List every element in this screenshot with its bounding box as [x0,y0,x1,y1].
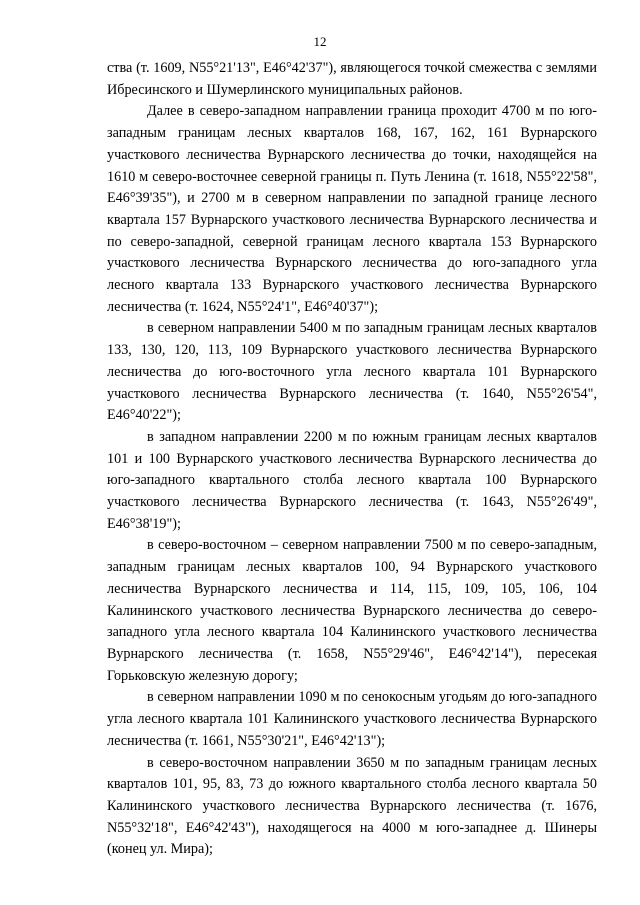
paragraph-boundary-west-2200: в западном направлении 2200 м по южным границам лесных кварталов 101 и 100 Вурнарского участкового лесничества Вурнарского лесничества до юго-западного квартального столба лесного квартала 100 Вурнарского участкового лесничества Вурнарского лесничества (т. 1643, N55°26'49", E46°38'19"); [107,428,597,532]
page-number: 12 [313,34,327,49]
document-body [107,58,597,861]
paragraph-boundary-northeast-3650: в северо-восточном направлении 3650 м по западным границам лесных кварталов 101, 95, 83, 73 до южного квартального столба лесного квартала 50 Калининского участкового лесничества Вурнарского лесничества (т. 1676, N55°32'18", E46°42'43"), находящегося на 4000 м юго-западнее д. Шинеры (конец ул. Мира); [107,754,597,858]
paragraph-continuation: ства (т. 1609, N55°21'13", E46°42'37"), являющегося точкой смежества с землями Ибресинского и Шумерлинского муниципальных районов. [107,60,597,98]
paragraph-boundary-northwest: Далее в северо-западном направлении граница проходит 4700 м по юго-западным границам лесных кварталов 168, 167, 162, 161 Вурнарского участкового лесничества Вурнарского лесничества до точки, находящейся на 1610 м северо-восточнее северной границы п. Путь Ленина (т. 1618, N55°22'58", E46°39'35"), и 2700 м в северном направлении по западной границе лесного квартала 157 Вурнарского участкового лесничества Вурнарского лесничества и по северо-западной, северной границам лесного квартала 153 Вурнарского участкового лесничества Вурнарского лесничества до юго-западного угла лесного квартала 133 Вурнарского участкового лесничества Вурнарского лесничества (т. 1624, N55°24'1", E46°40'37"); [107,103,597,315]
paragraph-boundary-north-5400: в северном направлении 5400 м по западным границам лесных кварталов 133, 130, 120, 113, 109 Вурнарского участкового лесничества Вурнарского лесничества до юго-восточного угла лесного квартала 101 Вурнарского участкового лесничества Вурнарского лесничества (т. 1640, N55°26'54", E46°40'22"); [107,320,597,424]
paragraph-boundary-northeast-7500: в северо-восточном – северном направлении 7500 м по северо-западным, западным границам лесных кварталов 100, 94 Вурнарского участкового лесничества Вурнарского лесничества и 114, 115, 109, 105, 106, 104 Калининского участкового лесничества Вурнарского лесничества до северо-западного угла лесного квартала 104 Калининского участкового лесничества Вурнарского лесничества (т. 1658, N55°29'46", E46°42'14"), пересекая Горьковскую железную дорогу; [107,537,597,684]
paragraph-boundary-north-1090: в северном направлении 1090 м по сенокосным угодьям до юго-западного угла лесного квартала 101 Калининского участкового лесничества Вурнарского лесничества (т. 1661, N55°30'21", E46°42'13"); [107,689,597,749]
